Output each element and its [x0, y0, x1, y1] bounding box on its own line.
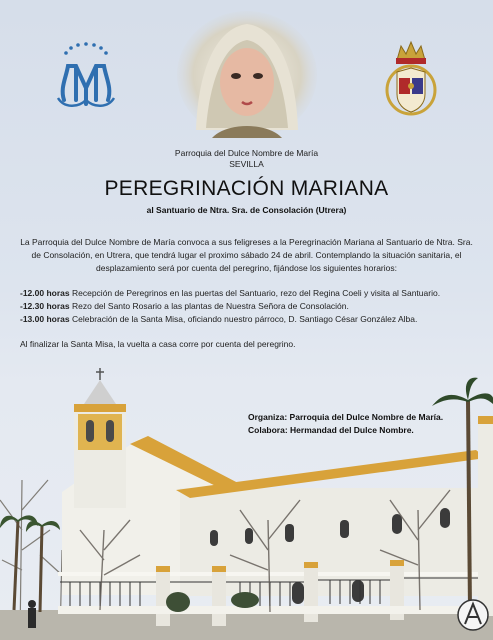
schedule-text: Rezo del Santo Rosario a las plantas de Nuestra Señora de Consolación.	[69, 301, 349, 311]
closing-note: Al finalizar la Santa Misa, la vuelta a casa corre por cuenta del peregrino.	[20, 339, 296, 349]
schedule-time: -12.30 horas	[20, 301, 70, 311]
sanctuary-photo	[0, 360, 493, 640]
virgin-image	[176, 10, 318, 140]
schedule-text: Celebración de la Santa Misa, oficiando nuestro párroco, D. Santiago César González Alba.	[69, 314, 418, 324]
schedule-time: -13.00 horas	[20, 314, 70, 324]
page-title: PEREGRINACIÓN MARIANA	[104, 177, 389, 200]
marian-monogram-icon	[50, 38, 122, 112]
schedule-item	[20, 314, 480, 324]
organizer-credit: Organiza: Parroquia del Dulce Nombre de María.	[248, 412, 444, 422]
schedule-time: -12.00 horas	[20, 288, 70, 298]
city-name: SEVILLA	[229, 159, 264, 169]
watermark-logo-icon	[456, 596, 490, 634]
brotherhood-crest-icon	[384, 38, 438, 120]
parish-name: Parroquia del Dulce Nombre de María	[174, 148, 319, 158]
page-subtitle: al Santuario de Ntra. Sra. de Consolación (Utrera)	[146, 205, 347, 215]
schedule-item	[20, 288, 480, 298]
collaborator-credit: Colabora: Hermandad del Dulce Nombre.	[248, 425, 414, 435]
schedule-text: Recepción de Peregrinos en las puertas del Santuario, rezo del Regina Coeli y visita al Santuario.	[69, 288, 441, 298]
schedule-item	[20, 301, 480, 311]
intro-paragraph: La Parroquia del Dulce Nombre de María convoca a sus feligreses a la Peregrinación Mariana al Santuario de Ntra. Sra. de Consolación, en Utrera, que tendrá lugar el proximo sábado 24 de abril. Contemplando la situación sanitaria, el desplazamiento será por cuenta del peregrino, fijándose los siguientes horarios:	[20, 237, 473, 273]
